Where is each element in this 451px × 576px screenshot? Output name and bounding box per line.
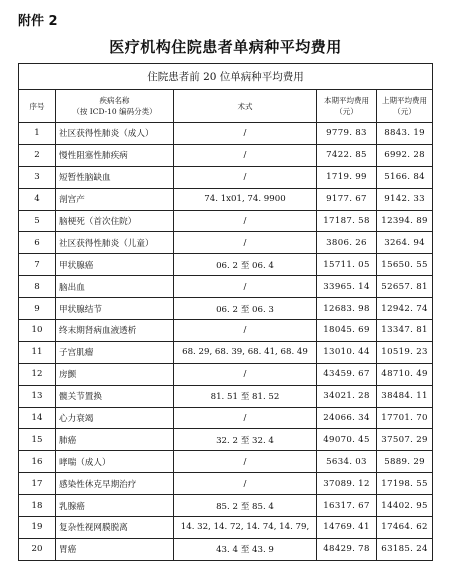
disease-name: 剖宫产	[56, 188, 174, 210]
header-current-cost	[317, 90, 377, 123]
previous-cost: 63185. 24	[377, 538, 433, 560]
current-cost: 49070. 45	[317, 429, 377, 451]
header-disease-name	[56, 90, 174, 123]
row-number: 16	[19, 451, 56, 473]
table-row	[19, 166, 433, 188]
table-caption: 住院患者前 20 位单病种平均费用	[19, 64, 433, 90]
previous-cost: 12394. 89	[377, 210, 433, 232]
current-cost: 5634. 03	[317, 451, 377, 473]
current-cost: 18045. 69	[317, 320, 377, 342]
table-row	[19, 254, 433, 276]
header-current-cost-line2: （元）	[335, 107, 358, 116]
disease-name: 髋关节置换	[56, 385, 174, 407]
disease-name: 脑梗死（首次住院）	[56, 210, 174, 232]
row-number: 6	[19, 232, 56, 254]
operation-code: /	[174, 473, 317, 495]
current-cost: 34021. 28	[317, 385, 377, 407]
table-body	[19, 123, 433, 561]
disease-name: 心力衰竭	[56, 407, 174, 429]
header-previous-cost	[377, 90, 433, 123]
row-number: 11	[19, 341, 56, 363]
previous-cost: 5166. 84	[377, 166, 433, 188]
current-cost: 37089. 12	[317, 473, 377, 495]
table-row	[19, 341, 433, 363]
table-row	[19, 144, 433, 166]
current-cost: 43459. 67	[317, 363, 377, 385]
current-cost: 17187. 58	[317, 210, 377, 232]
header-operation: 术式	[174, 90, 317, 123]
table-row	[19, 429, 433, 451]
disease-name: 胃癌	[56, 538, 174, 560]
current-cost: 13010. 44	[317, 341, 377, 363]
operation-code: /	[174, 363, 317, 385]
disease-name: 短暂性脑缺血	[56, 166, 174, 188]
row-number: 9	[19, 298, 56, 320]
current-cost: 15711. 05	[317, 254, 377, 276]
row-number: 3	[19, 166, 56, 188]
operation-code: 68. 29, 68. 39, 68. 41, 68. 49	[174, 341, 317, 363]
table-row	[19, 451, 433, 473]
table-row	[19, 495, 433, 517]
current-cost: 9779. 83	[317, 123, 377, 145]
table-row	[19, 538, 433, 560]
operation-code: 85. 2 至 85. 4	[174, 495, 317, 517]
row-number: 14	[19, 407, 56, 429]
disease-name: 复杂性视网膜脱离	[56, 517, 174, 539]
header-disease-name-line2: （按 ICD-10 编码分类）	[72, 107, 157, 116]
previous-cost: 14402. 95	[377, 495, 433, 517]
current-cost: 24066. 34	[317, 407, 377, 429]
previous-cost: 15650. 55	[377, 254, 433, 276]
disease-name: 社区获得性肺炎（成人）	[56, 123, 174, 145]
row-number: 18	[19, 495, 56, 517]
previous-cost: 17701. 70	[377, 407, 433, 429]
previous-cost: 17464. 62	[377, 517, 433, 539]
operation-code: 74. 1x01, 74. 9900	[174, 188, 317, 210]
document-title: 医疗机构住院患者单病种平均费用	[109, 38, 342, 56]
table-row	[19, 210, 433, 232]
disease-name: 终末期肾病血液透析	[56, 320, 174, 342]
operation-code: /	[174, 451, 317, 473]
row-number: 4	[19, 188, 56, 210]
operation-code: 06. 2 至 06. 4	[174, 254, 317, 276]
previous-cost: 5889. 29	[377, 451, 433, 473]
table-row	[19, 517, 433, 539]
operation-code: 06. 2 至 06. 3	[174, 298, 317, 320]
row-number: 17	[19, 473, 56, 495]
operation-code: /	[174, 166, 317, 188]
disease-name: 脑出血	[56, 276, 174, 298]
header-no: 序号	[19, 90, 56, 123]
previous-cost: 8843. 19	[377, 123, 433, 145]
table-row	[19, 407, 433, 429]
operation-code: /	[174, 123, 317, 145]
row-number: 19	[19, 517, 56, 539]
operation-code: /	[174, 407, 317, 429]
row-number: 10	[19, 320, 56, 342]
previous-cost: 17198. 55	[377, 473, 433, 495]
operation-code: 81. 51 至 81. 52	[174, 385, 317, 407]
operation-code: /	[174, 144, 317, 166]
current-cost: 48429. 78	[317, 538, 377, 560]
row-number: 2	[19, 144, 56, 166]
current-cost: 33965. 14	[317, 276, 377, 298]
table-row	[19, 232, 433, 254]
operation-code: 14. 32, 14. 72, 14. 74, 14. 79,	[174, 517, 317, 539]
previous-cost: 3264. 94	[377, 232, 433, 254]
row-number: 7	[19, 254, 56, 276]
previous-cost: 38484. 11	[377, 385, 433, 407]
disease-name: 社区获得性肺炎（儿童）	[56, 232, 174, 254]
disease-name: 感染性休克早期治疗	[56, 473, 174, 495]
operation-code: /	[174, 210, 317, 232]
current-cost: 12683. 98	[317, 298, 377, 320]
disease-name: 房颤	[56, 363, 174, 385]
header-current-cost-line1: 本期平均费用	[324, 96, 369, 105]
row-number: 1	[19, 123, 56, 145]
operation-code: 32. 2 至 32. 4	[174, 429, 317, 451]
previous-cost: 6992. 28	[377, 144, 433, 166]
disease-name: 哮喘（成人）	[56, 451, 174, 473]
previous-cost: 9142. 33	[377, 188, 433, 210]
operation-code: 43. 4 至 43. 9	[174, 538, 317, 560]
table-row	[19, 363, 433, 385]
row-number: 20	[19, 538, 56, 560]
header-disease-name-line1: 疾病名称	[99, 96, 130, 105]
table-row	[19, 123, 433, 145]
previous-cost: 13347. 81	[377, 320, 433, 342]
current-cost: 14769. 41	[317, 517, 377, 539]
previous-cost: 48710. 49	[377, 363, 433, 385]
table-row	[19, 473, 433, 495]
header-previous-cost-line1: 上期平均费用	[382, 96, 428, 105]
table-row	[19, 385, 433, 407]
previous-cost: 37507. 29	[377, 429, 433, 451]
disease-name: 肺癌	[56, 429, 174, 451]
header-previous-cost-line2: （元）	[393, 107, 416, 116]
operation-code: /	[174, 320, 317, 342]
table-row	[19, 320, 433, 342]
row-number: 5	[19, 210, 56, 232]
disease-name: 子宫肌瘤	[56, 341, 174, 363]
attachment-label: 附件 2	[18, 14, 58, 29]
table-header-row	[19, 90, 433, 123]
row-number: 8	[19, 276, 56, 298]
disease-name: 甲状腺癌	[56, 254, 174, 276]
disease-name: 乳腺癌	[56, 495, 174, 517]
row-number: 12	[19, 363, 56, 385]
current-cost: 3806. 26	[317, 232, 377, 254]
row-number: 13	[19, 385, 56, 407]
current-cost: 7422. 85	[317, 144, 377, 166]
disease-name: 甲状腺结节	[56, 298, 174, 320]
current-cost: 16317. 67	[317, 495, 377, 517]
previous-cost: 10519. 23	[377, 341, 433, 363]
table-row	[19, 298, 433, 320]
current-cost: 1719. 99	[317, 166, 377, 188]
table-row	[19, 188, 433, 210]
disease-cost-table	[18, 63, 433, 561]
operation-code: /	[174, 232, 317, 254]
table-row	[19, 276, 433, 298]
previous-cost: 12942. 74	[377, 298, 433, 320]
previous-cost: 52657. 81	[377, 276, 433, 298]
row-number: 15	[19, 429, 56, 451]
current-cost: 9177. 67	[317, 188, 377, 210]
operation-code: /	[174, 276, 317, 298]
disease-name: 慢性阻塞性肺疾病	[56, 144, 174, 166]
